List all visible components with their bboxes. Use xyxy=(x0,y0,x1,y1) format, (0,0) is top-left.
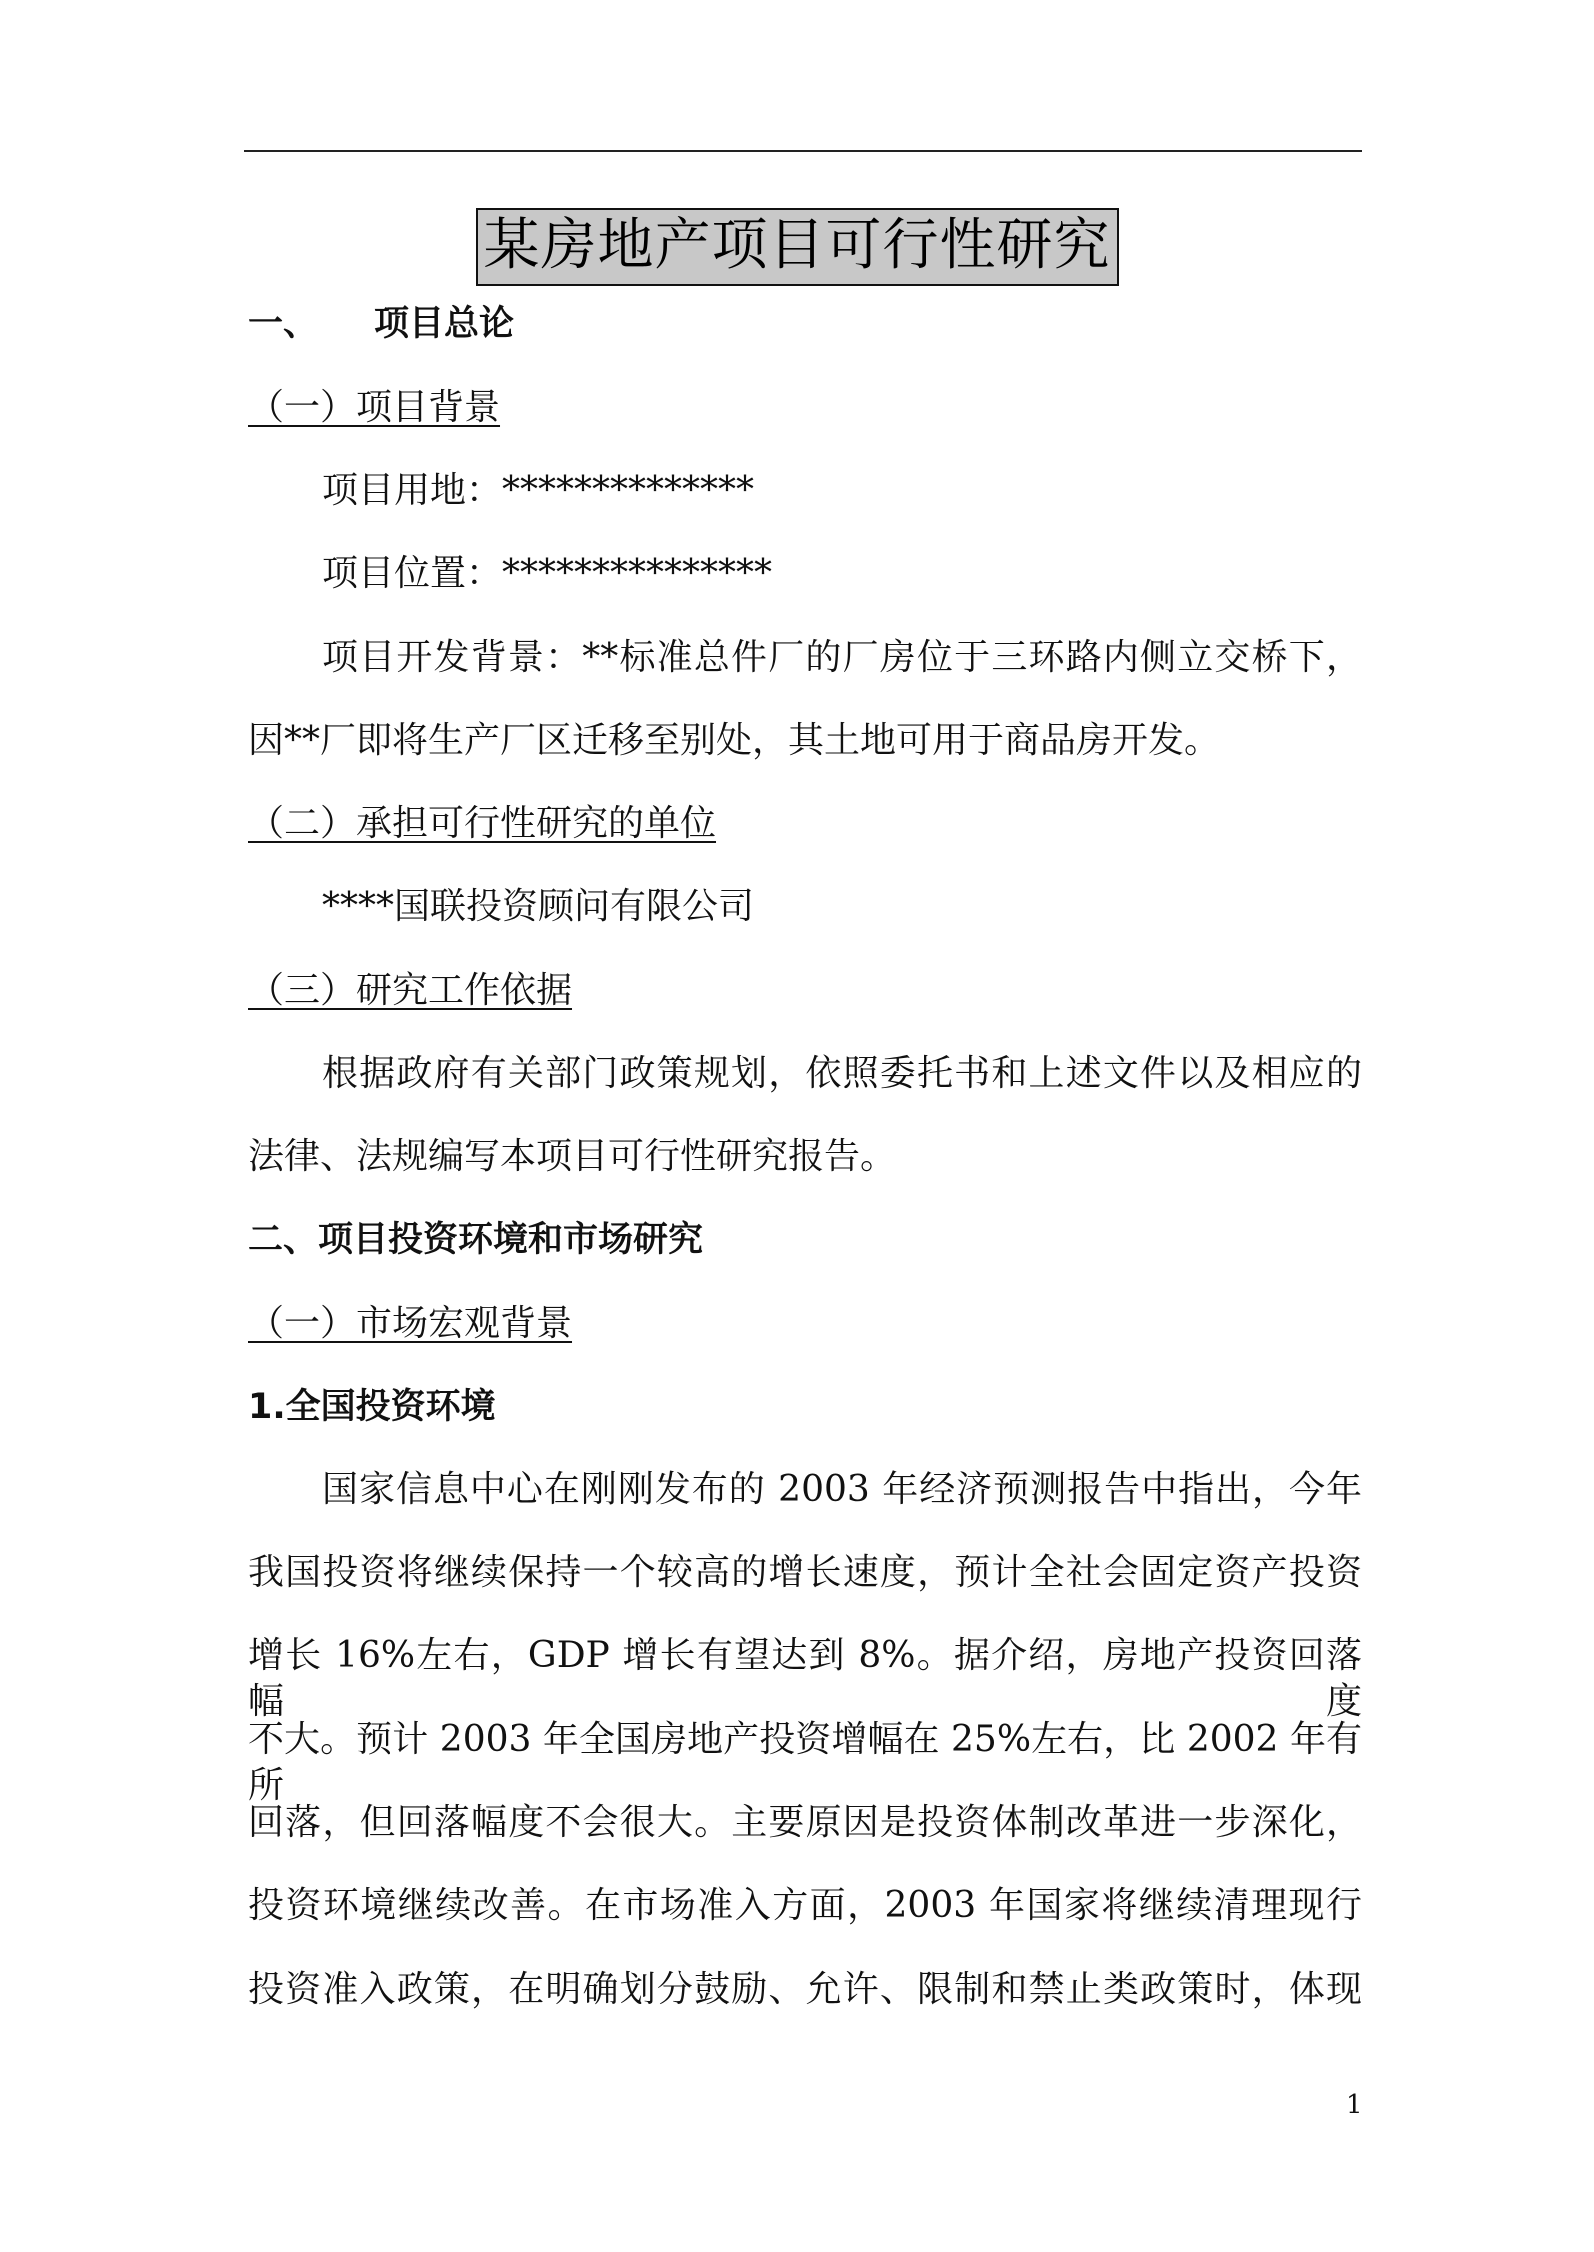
paragraph-line: 投资环境继续改善。在市场准入方面，2003 年国家将继续清理现行 xyxy=(248,1885,1362,1926)
section-1-heading xyxy=(248,301,514,347)
header-rule xyxy=(244,150,1362,152)
basis-line-1: 根据政府有关部门政策规划，依照委托书和上述文件以及相应的 xyxy=(322,1053,1362,1094)
paragraph-line: 回落，但回落幅度不会很大。主要原因是投资体制改革进一步深化， xyxy=(248,1802,1362,1843)
project-background-line-1: 项目开发背景：**标准总件厂的厂房位于三环路内侧立交桥下， xyxy=(322,637,1362,678)
project-background-line-2: 因**厂即将生产厂区迁移至别处，其土地可用于商品房开发。 xyxy=(248,720,1221,761)
document-title: 某房地产项目可行性研究 xyxy=(476,208,1119,286)
research-unit: ****国联投资顾问有限公司 xyxy=(322,886,755,927)
item-1-title: 1.全国投资环境 xyxy=(248,1387,496,1427)
page-number: 1 xyxy=(1346,2090,1363,2120)
section-2-heading: 二、项目投资环境和市场研究 xyxy=(248,1220,704,1260)
section-1-title: 项目总论 xyxy=(374,304,515,344)
subsection-1-1-title: （一）项目背景 xyxy=(248,387,501,428)
project-location: 项目位置：*************** xyxy=(322,553,773,594)
paragraph-line: 不大。预计 2003 年全国房地产投资增幅在 25%左右，比 2002 年有所 xyxy=(248,1719,1362,1806)
subsection-1-2-title: （二）承担可行性研究的单位 xyxy=(248,803,717,844)
section-1-number: 一、 xyxy=(248,304,319,344)
subsection-1-3-title: （三）研究工作依据 xyxy=(248,970,573,1011)
paragraph-line: 我国投资将继续保持一个较高的增长速度，预计全社会固定资产投资 xyxy=(248,1552,1362,1593)
project-land: 项目用地：************** xyxy=(322,470,755,511)
subsection-2-1-title: （一）市场宏观背景 xyxy=(248,1303,573,1344)
paragraph-line: 增长 16%左右，GDP 增长有望达到 8%。据介绍，房地产投资回落幅度 xyxy=(248,1635,1362,1722)
paragraph-line: 投资准入政策，在明确划分鼓励、允许、限制和禁止类政策时，体现 xyxy=(248,1969,1362,2010)
paragraph-line: 国家信息中心在刚刚发布的 2003 年经济预测报告中指出，今年 xyxy=(322,1469,1362,1510)
title-container xyxy=(0,208,1594,286)
basis-line-2: 法律、法规编写本项目可行性研究报告。 xyxy=(248,1136,897,1177)
